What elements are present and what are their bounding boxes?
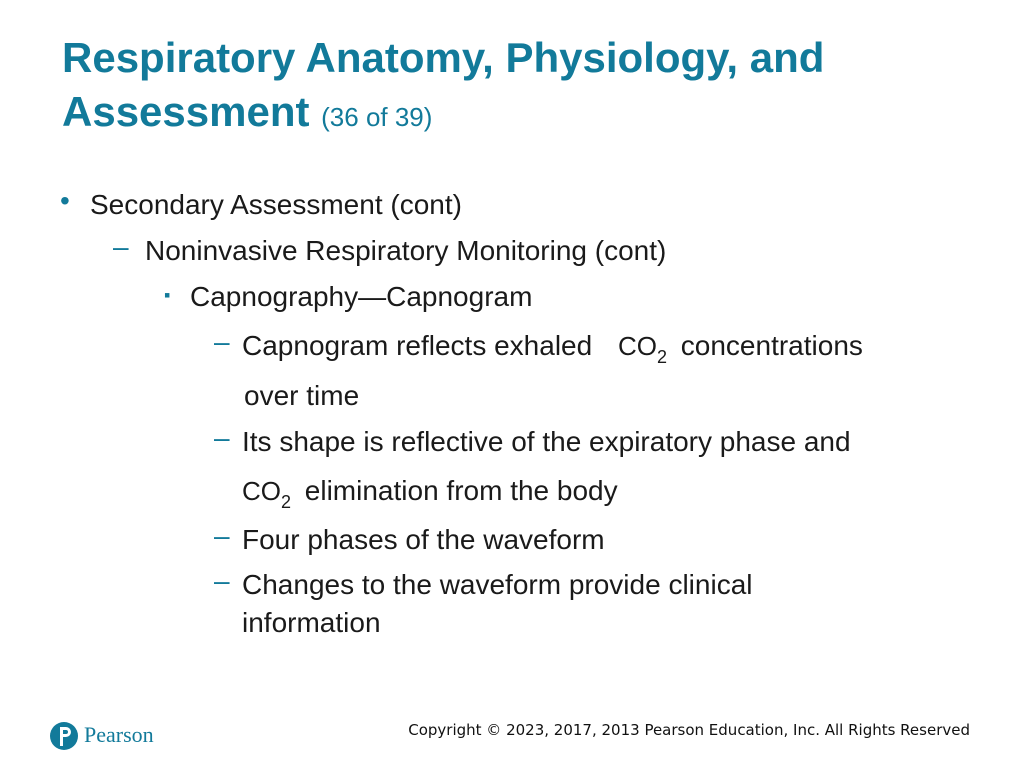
bullet-text: Capnogram reflects exhaled — [242, 330, 593, 361]
bullet-text: Noninvasive Respiratory Monitoring (cont) — [145, 235, 667, 266]
pearson-logo-icon — [49, 718, 79, 754]
dash-marker: – — [214, 326, 230, 357]
dash-marker: – — [113, 231, 129, 262]
bullet-changes-waveform — [214, 565, 753, 603]
bullet-text: Secondary Assessment (cont) — [90, 189, 462, 220]
pearson-brand: Pearson — [84, 722, 154, 747]
bullet-text: Capnography—Capnogram — [190, 281, 533, 312]
bullet-text-cont: concentrations — [680, 330, 863, 361]
bullet-capnogram-reflects — [214, 326, 863, 367]
page-title — [62, 31, 962, 144]
copyright-notice: Copyright © 2023, 2017, 2013 Pearson Education, Inc. All Rights Reserved — [408, 721, 970, 739]
dash-marker: – — [214, 565, 230, 596]
bullet-shape-reflective-line2 — [242, 473, 618, 512]
bullet-text: Its shape is reflective of the expiratory phase and — [242, 426, 851, 457]
bullet-four-phases — [214, 520, 605, 558]
bullet-shape-reflective — [214, 422, 851, 460]
bullet-text: Four phases of the waveform — [242, 524, 605, 555]
bullet-noninvasive-monitoring — [113, 231, 667, 269]
square-marker: ▪ — [164, 285, 171, 305]
dash-marker: – — [214, 520, 230, 551]
bullet-text: information — [242, 607, 381, 638]
bullet-text: Changes to the waveform provide clinical — [242, 569, 753, 600]
co2-formula: $CO_2$ — [242, 476, 292, 512]
bullet-text: elimination from the body — [304, 475, 618, 506]
bullet-secondary-assessment — [60, 185, 462, 223]
co2-formula: $CO_2$ — [617, 331, 667, 367]
bullet-text: over time — [244, 380, 360, 411]
bullet-capnography — [164, 279, 533, 315]
title-text: Respiratory Anatomy, Physiology, and Assessment — [62, 34, 825, 135]
bullet-marker: • — [60, 185, 70, 216]
bullet-capnogram-reflects-line2 — [244, 378, 359, 414]
slide-count: (36 of 39) — [321, 102, 433, 132]
bullet-changes-waveform-line2 — [242, 605, 381, 641]
dash-marker: – — [214, 422, 230, 453]
